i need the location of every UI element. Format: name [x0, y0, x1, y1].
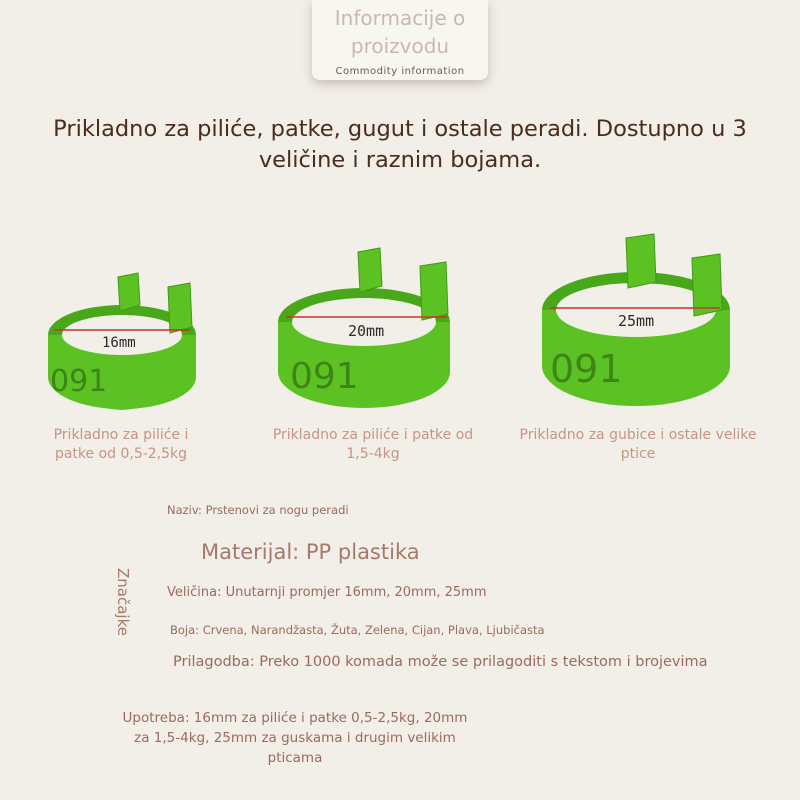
ring-20mm-image — [272, 242, 462, 417]
feature-name: Naziv: Prstenovi za nogu peradi — [167, 503, 349, 517]
feature-usage: Upotreba: 16mm za piliće i patke 0,5-2,5kg, 20mm za 1,5-4kg, 25mm za guskama i drugim velikim pticama — [122, 710, 468, 766]
features-side-label: Značajke — [114, 568, 132, 636]
ring-16mm-number: 091 — [50, 364, 108, 399]
ring-25mm-image — [536, 232, 736, 417]
feature-color: Boja: Crvena, Narandžasta, Žuta, Zelena, Cijan, Plava, Ljubičasta — [170, 623, 545, 637]
ring-25mm-size-label: 25mm — [618, 312, 655, 330]
ring-25mm-caption: Prikladno za gubice i ostale velike ptice — [519, 427, 757, 462]
feature-size: Veličina: Unutarnji promjer 16mm, 20mm, 25mm — [167, 585, 487, 600]
ring-20mm-size-label: 20mm — [348, 322, 385, 340]
product-headline: Prikladno za piliće, patke, gugut i ostale peradi. Dostupno u 3 veličine i raznim bojama. — [53, 116, 747, 173]
header-title: Informacije o proizvodu — [334, 6, 466, 58]
ring-16mm-caption: Prikladno za piliće i patke od 0,5-2,5kg — [53, 427, 189, 462]
ring-20mm-number: 091 — [290, 356, 359, 397]
ring-16mm-size-label: 16mm — [102, 335, 136, 351]
ring-20mm-caption: Prikladno za piliće i patke od 1,5-4kg — [272, 427, 474, 462]
header-subtitle: Commodity information — [335, 66, 465, 77]
feature-customization: Prilagodba: Preko 1000 komada može se prilagoditi s tekstom i brojevima — [173, 654, 708, 670]
ring-16mm-image — [40, 255, 210, 420]
ring-25mm-number: 091 — [550, 347, 623, 391]
feature-material: Materijal: PP plastika — [201, 540, 420, 564]
